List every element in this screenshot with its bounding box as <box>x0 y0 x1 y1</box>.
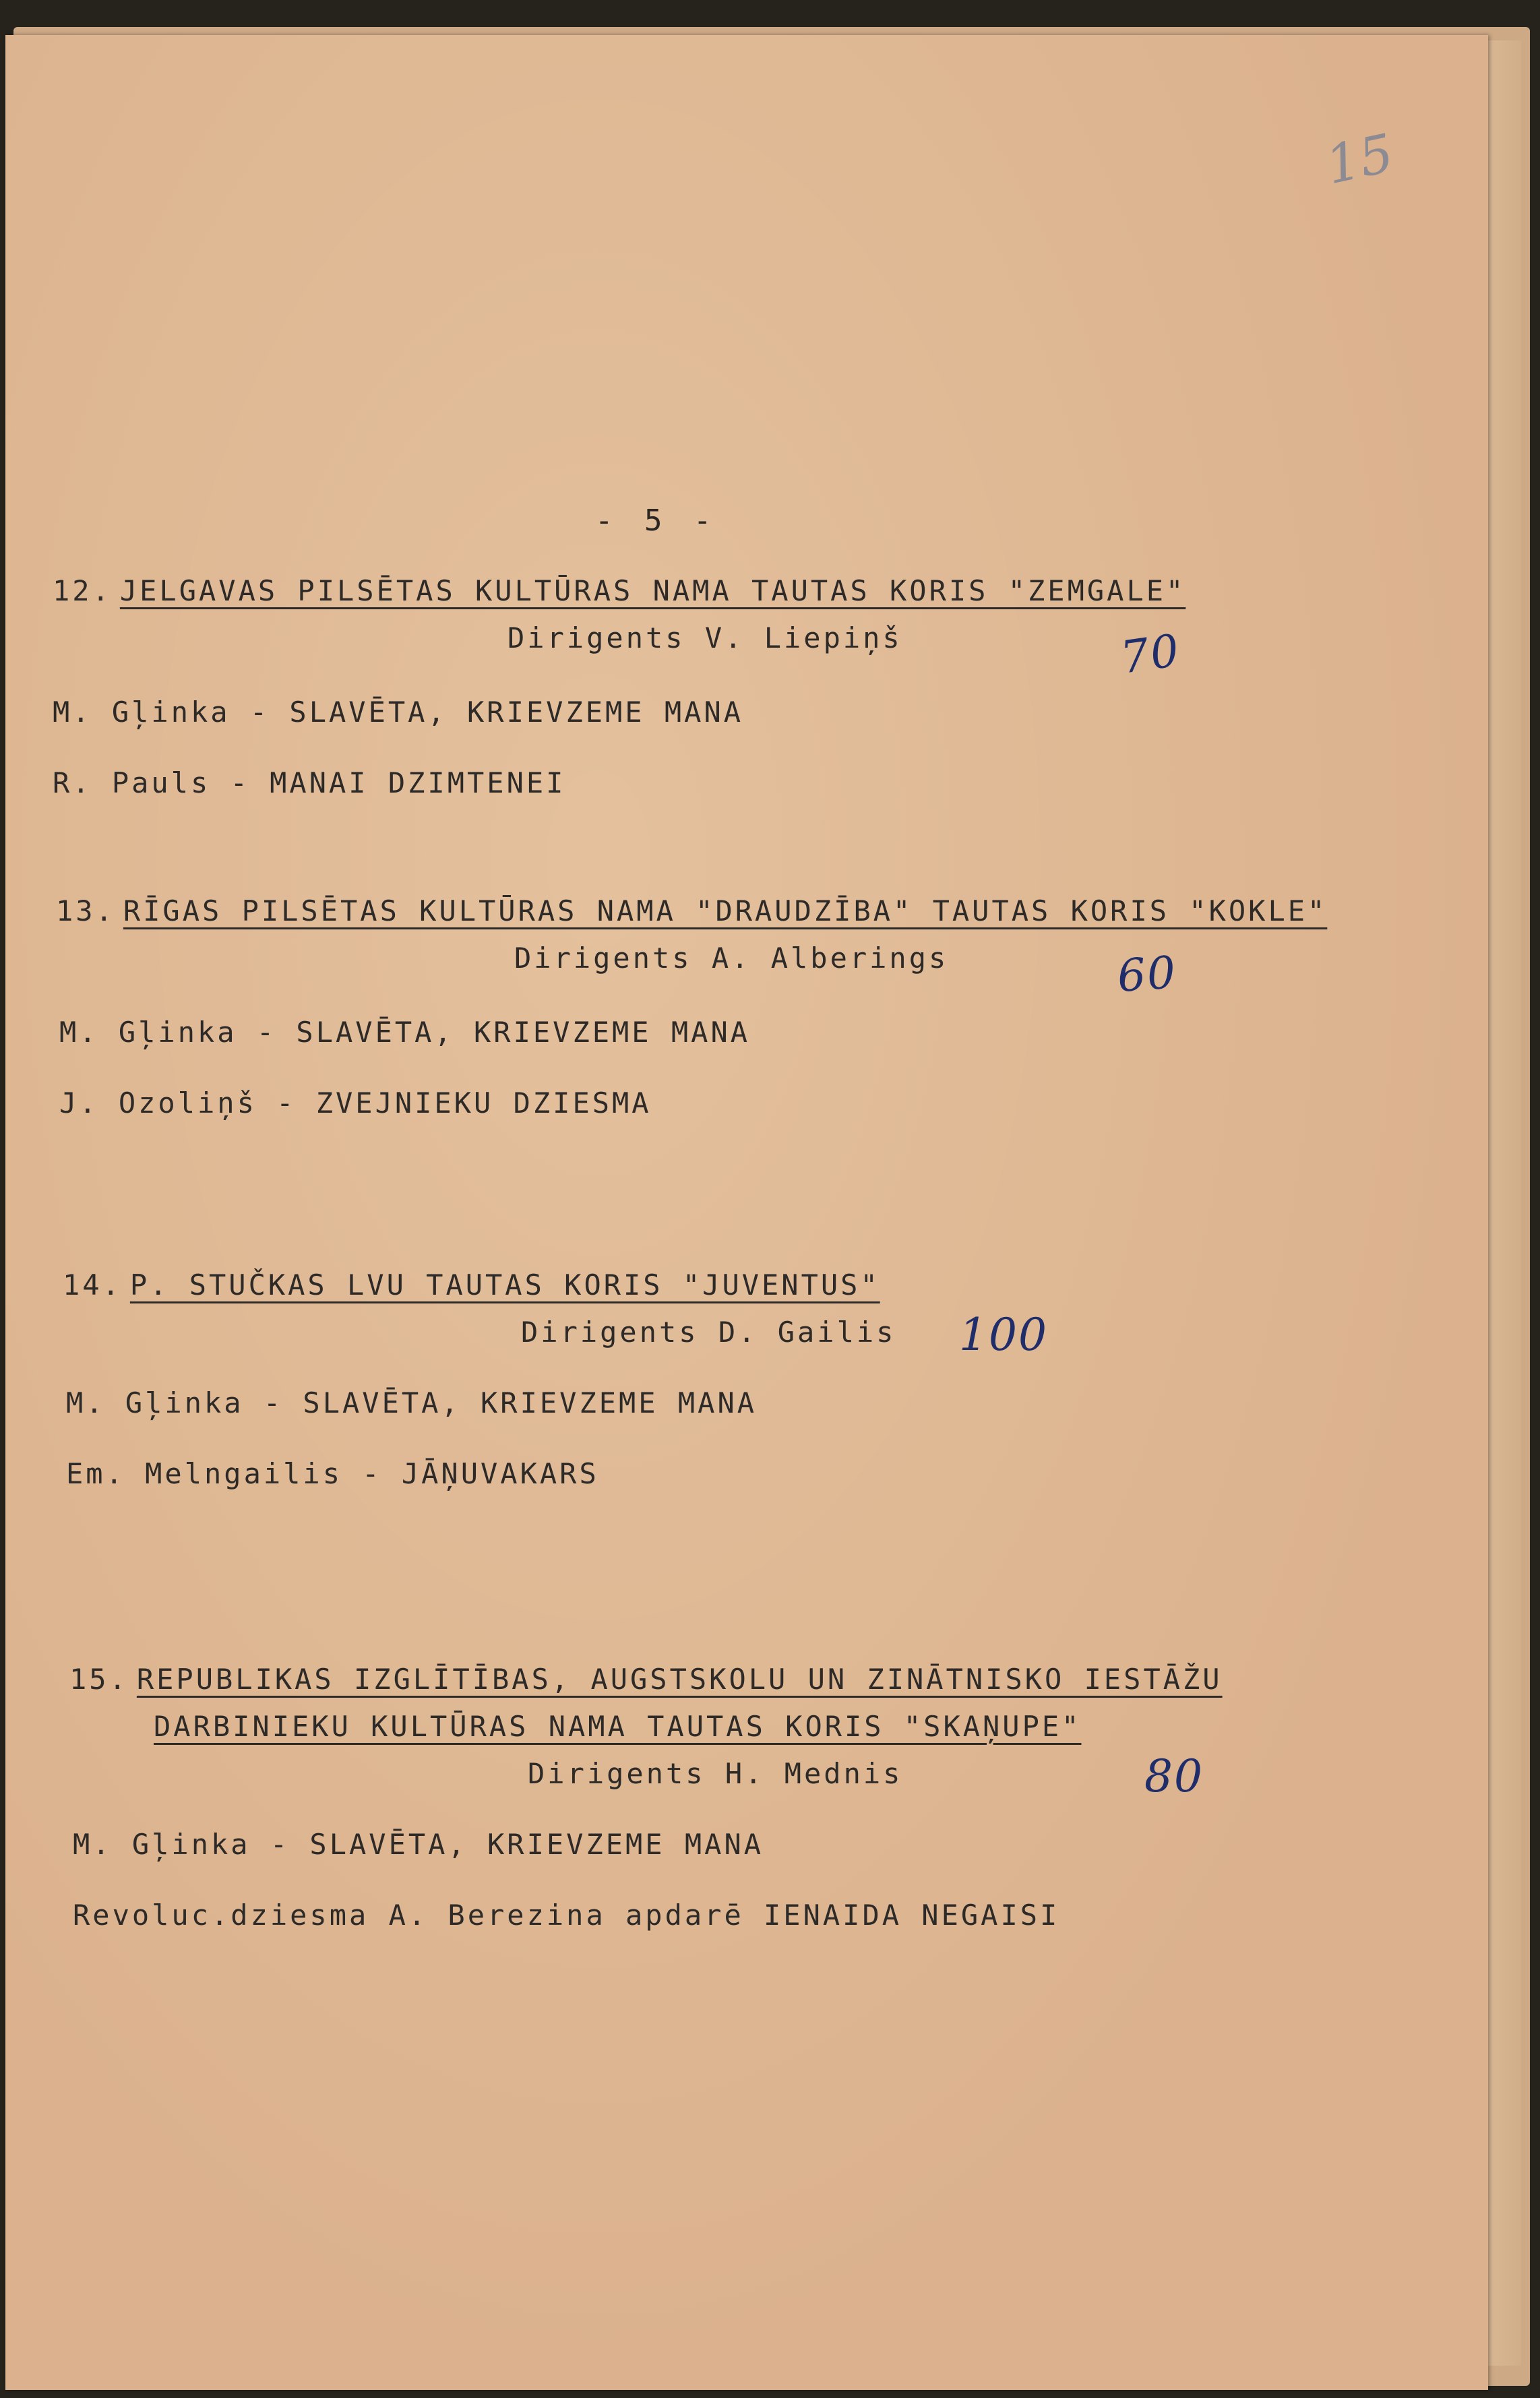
choir-name: JELGAVAS PILSĒTAS KULTŪRAS NAMA TAUTAS KORIS "ZEMGALE" <box>119 574 1186 607</box>
entry-15-title-line-2 <box>154 1710 1081 1743</box>
page-number: - 5 - <box>595 503 718 538</box>
entry-13-song-2: J. Ozoliņš - ZVEJNIEKU DZIESMA <box>59 1086 652 1119</box>
entry-13-song-1: M. Gļinka - SLAVĒTA, KRIEVZEME MANA <box>59 1016 751 1049</box>
entry-14-handwritten-count: 100 <box>959 1309 1048 1361</box>
entry-13-title <box>56 894 1327 927</box>
entry-12-conductor: Dirigents V. Liepiņš <box>507 621 902 654</box>
choir-name-line-2: DARBINIEKU KULTŪRAS NAMA TAUTAS KORIS "SKAŅUPE" <box>154 1710 1082 1743</box>
folio-number: 15 <box>1320 123 1399 197</box>
choir-name: P. STUČKAS LVU TAUTAS KORIS "JUVENTUS" <box>129 1268 880 1301</box>
entry-13-conductor: Dirigents A. Alberings <box>514 942 949 975</box>
entry-15-title-line-1 <box>69 1663 1223 1696</box>
choir-name: RĪGAS PILSĒTAS KULTŪRAS NAMA "DRAUDZĪBA" TAUTAS KORIS "KOKLE" <box>123 894 1328 927</box>
entry-number: 14. <box>63 1268 122 1301</box>
entry-14-song-2: Em. Melngailis - JĀŅUVAKARS <box>66 1457 599 1490</box>
entry-12-song-2: R. Pauls - MANAI DZIMTENEI <box>53 766 566 799</box>
entry-12-handwritten-count: 70 <box>1117 624 1183 684</box>
entry-15-song-2: Revoluc.dziesma A. Berezina apdarē IENAIDA NEGAISI <box>73 1899 1060 1932</box>
document-page <box>5 35 1488 2390</box>
entry-14-title <box>63 1268 880 1301</box>
entry-14-conductor: Dirigents D. Gailis <box>521 1316 896 1349</box>
entry-12-title <box>53 574 1185 607</box>
entry-15-song-1: M. Gļinka - SLAVĒTA, KRIEVZEME MANA <box>73 1828 764 1861</box>
entry-15-conductor: Dirigents H. Mednis <box>528 1757 903 1790</box>
entry-number: 13. <box>56 894 115 927</box>
entry-number: 12. <box>53 574 112 607</box>
entry-13-handwritten-count: 60 <box>1115 946 1179 1002</box>
entry-15-handwritten-count: 80 <box>1144 1750 1204 1802</box>
entry-14-song-1: M. Gļinka - SLAVĒTA, KRIEVZEME MANA <box>66 1386 758 1419</box>
entry-12-song-1: M. Gļinka - SLAVĒTA, KRIEVZEME MANA <box>53 696 744 729</box>
entry-number: 15. <box>69 1663 129 1696</box>
choir-name-line-1: REPUBLIKAS IZGLĪTĪBAS, AUGSTSKOLU UN ZINĀTNISKO IESTĀŽU <box>136 1663 1223 1696</box>
